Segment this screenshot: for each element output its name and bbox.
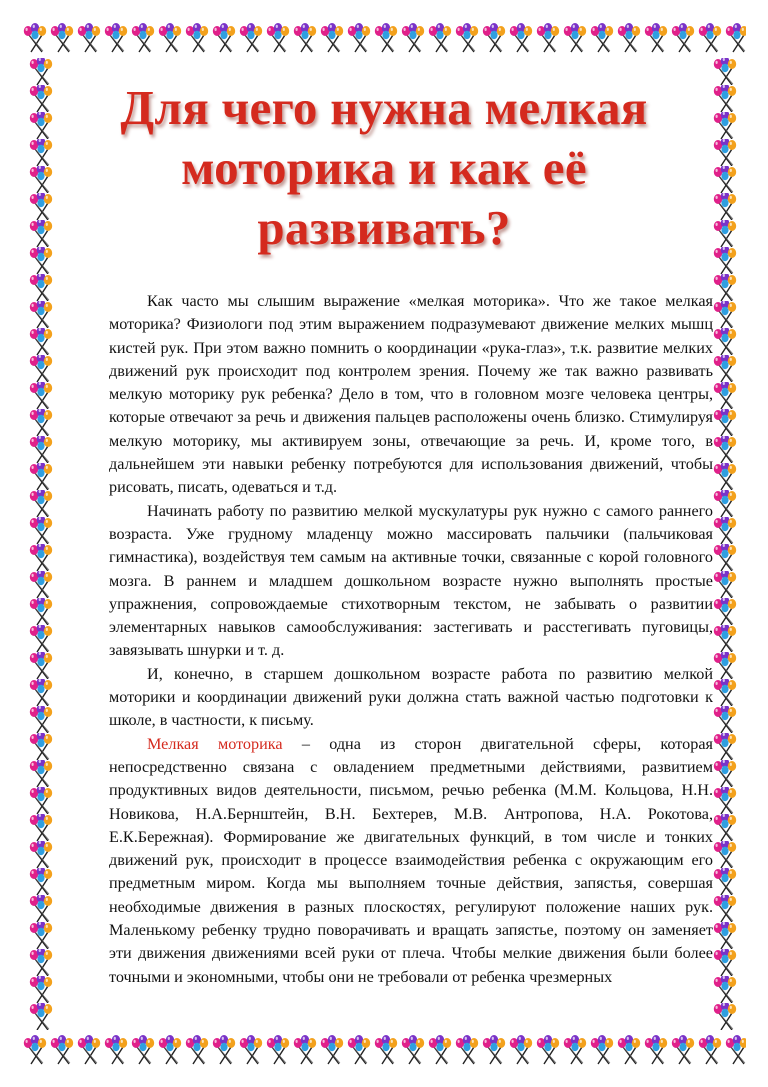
- highlighted-term: Мелкая моторика: [147, 734, 283, 753]
- article-body: [109, 290, 713, 989]
- decorative-border-left: [22, 58, 62, 1030]
- page-title: Для чего нужна мелкая моторика и как её развивать?: [120, 80, 648, 255]
- decorative-border-top: [22, 18, 746, 58]
- paragraph-4: [109, 733, 713, 989]
- paragraph-2: Начинать работу по развитию мелкой мускулатуры рук нужно с самого раннего возраста. Уже грудному младенцу можно массировать пальчики (пальчиковая гимнастика), воздействуя тем самым на активные точки, связанные с корой головного мозга. В раннем и младшем дошкольном возрасте нужно выполнять простые упражнения, сопровождаемые стихотворным текстом, не забывать о развитии элементарных навыков самообслуживания: застегивать и расстегивать пуговицы, завязывать шнурки и т. д.: [109, 501, 713, 660]
- decorative-border-bottom: [22, 1030, 746, 1070]
- paragraph-4-text: – одна из сторон двигательной сферы, которая непосредственно связана с овладением предметными действиями, развитием продуктивных видов деятельности, письмом, речью ребенка (М.М. Кольцова, Н.Н. Новикова, Н.А.Бернштейн, В.Н. Бехтерев, М.В. Антропова, Н.А. Рокотова, Е.К.Бережная). Формирование же двигательных функций, в том числе и тонких движений рук, происходит в процессе взаимодействия ребенка с окружающим его предметным миром. Когда мы выполняем точные действия, запястья, совершая необходимые движения в разных плоскостях, регулируют положение наших рук. Маленькому ребенку трудно поворачивать и вращать запястье, поэтому он заменяет эти движения движениями всей руки от плеча. Чтобы мелкие движения были более точными и экономными, чтобы они не требовали от ребенка чрезмерных: [109, 734, 713, 986]
- paragraph-1: Как часто мы слышим выражение «мелкая моторика». Что же такое мелкая моторика? Физиологи под этим выражением подразумевают движение мелких мышц кистей рук. При этом важно помнить о координации «рука-глаз», т.к. развитие мелких движений рук происходит под контролем зрения. Почему же так важно развивать мелкую моторику рук ребенка? Дело в том, что в головном мозге человека центры, которые отвечают за речь и движения пальцев расположены очень близко. Стимулируя мелкую моторику, мы активируем зоны, отвечающие за речь. И, кроме того, в дальнейшем эти навыки ребенку потребуются для использования движений, чтобы рисовать, писать, одеваться и т.д.: [109, 292, 713, 497]
- paragraph-3: И, конечно, в старшем дошкольном возрасте работа по развитию мелкой моторики и координации движений руки должна стать важной частью подготовки к школе, в частности, к письму.: [109, 664, 713, 730]
